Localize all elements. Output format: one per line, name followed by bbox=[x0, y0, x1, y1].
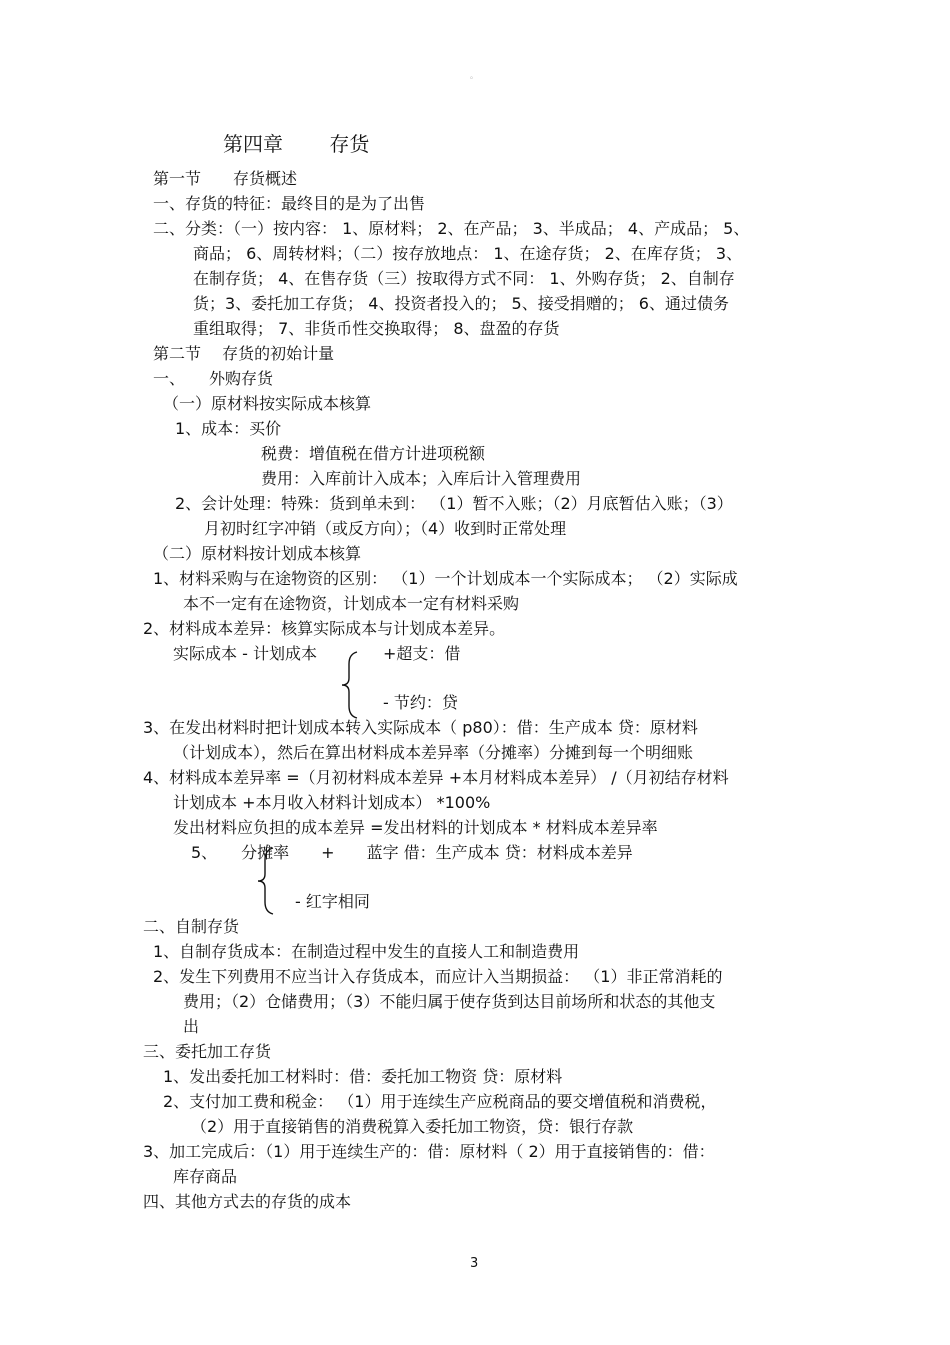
text-line: 一、存货的特征：最终目的是为了出售 bbox=[153, 194, 426, 213]
text-line: 本不一定有在途物资，计划成本一定有材料采购 bbox=[183, 594, 520, 613]
text-line: 重组取得； 7、非货币性交换取得； 8、盘盈的存货 bbox=[193, 319, 560, 338]
header-dot: 。 bbox=[470, 71, 478, 80]
text-line: 2、支付加工费和税金： （1）用于连续生产应税商品的要交增值税和消费税， bbox=[163, 1092, 717, 1111]
text-line: 出 bbox=[183, 1017, 200, 1036]
text-line: 3、加工完成后：（1）用于连续生产的：借：原材料（ 2）用于直接销售的：借： bbox=[143, 1142, 715, 1161]
text-line: 发出材料应负担的成本差异 =发出材料的计划成本 * 材料成本差异率 bbox=[173, 818, 658, 837]
text-line: 5、 分摊率 + 蓝字 借：生产成本 贷：材料成本差异 bbox=[191, 843, 633, 862]
text-line: 1、材料采购与在途物资的区别： （1）一个计划成本一个实际成本； （2）实际成 bbox=[153, 569, 738, 588]
text-line: 在制存货； 4、在售存货（三）按取得方式不同： 1、外购存货； 2、自制存 bbox=[193, 269, 735, 288]
text-line: 二、自制存货 bbox=[143, 917, 240, 936]
text-line: 一、 外购存货 bbox=[153, 369, 274, 388]
text-line: 费用：入库前计入成本；入库后计入管理费用 bbox=[261, 469, 582, 488]
text-line: 三、委托加工存货 bbox=[143, 1042, 272, 1061]
text-line: （二）原材料按计划成本核算 bbox=[153, 544, 362, 563]
text-line: 计划成本 +本月收入材料计划成本） *100% bbox=[173, 793, 491, 812]
left-brace-2 bbox=[256, 846, 278, 916]
text-line: 2、发生下列费用不应当计入存货成本，而应计入当期损益： （1）非正常消耗的 bbox=[153, 967, 723, 986]
text-line: 库存商品 bbox=[173, 1167, 238, 1186]
text-line: 费用；（2）仓储费用；（3）不能归属于使存货到达目前场所和状态的其他支 bbox=[183, 992, 716, 1011]
text-line: 第一节 存货概述 bbox=[153, 169, 298, 188]
text-line: （计划成本），然后在算出材料成本差异率（分摊率）分摊到每一个明细账 bbox=[173, 743, 694, 762]
text-line: +超支：借 bbox=[383, 644, 461, 663]
text-line: 月初时红字冲销（或反方向）；（4）收到时正常处理 bbox=[204, 519, 567, 538]
text-line: 1、发出委托加工材料时：借：委托加工物资 贷：原材料 bbox=[163, 1067, 563, 1086]
text-line: 4、材料成本差异率 =（月初材料成本差异 +本月材料成本差异） /（月初结存材料 bbox=[143, 768, 729, 787]
text-line: 商品； 6、周转材料；（二）按存放地点： 1、在途存货； 2、在库存货； 3、 bbox=[193, 244, 743, 263]
text-line: （2）用于直接销售的消费税算入委托加工物资，贷：银行存款 bbox=[191, 1117, 634, 1136]
text-line: 第二节 存货的初始计量 bbox=[153, 344, 335, 363]
left-brace-1 bbox=[340, 650, 362, 720]
text-line: 3、在发出材料时把计划成本转入实际成本（ p80）：借：生产成本 贷：原材料 bbox=[143, 718, 698, 737]
text-line: 1、自制存货成本：在制造过程中发生的直接人工和制造费用 bbox=[153, 942, 580, 961]
text-line: 货；3、委托加工存货； 4、投资者投入的； 5、接受捐赠的； 6、通过债务 bbox=[193, 294, 729, 313]
text-line: 1、成本：买价 bbox=[175, 419, 282, 438]
text-line: 2、材料成本差异：核算实际成本与计划成本差异。 bbox=[143, 619, 506, 638]
text-line: - 红字相同 bbox=[295, 892, 370, 911]
text-line: 实际成本 - 计划成本 bbox=[173, 644, 317, 663]
text-line: 税费：增值税在借方计进项税额 bbox=[261, 444, 486, 463]
text-line: （一）原材料按实际成本核算 bbox=[163, 394, 372, 413]
text-line: - 节约：贷 bbox=[383, 693, 458, 712]
page-number: 3 bbox=[470, 1256, 479, 1271]
text-line: 四、其他方式去的存货的成本 bbox=[143, 1192, 352, 1211]
chapter-title: 第四章 存货 bbox=[223, 132, 370, 156]
text-line: 2、会计处理：特殊：货到单未到： （1）暂不入账；（2）月底暂估入账；（3） bbox=[175, 494, 733, 513]
text-line: 二、分类：（一）按内容： 1、原材料； 2、在产品； 3、半成品； 4、产成品； 5、 bbox=[153, 219, 750, 238]
